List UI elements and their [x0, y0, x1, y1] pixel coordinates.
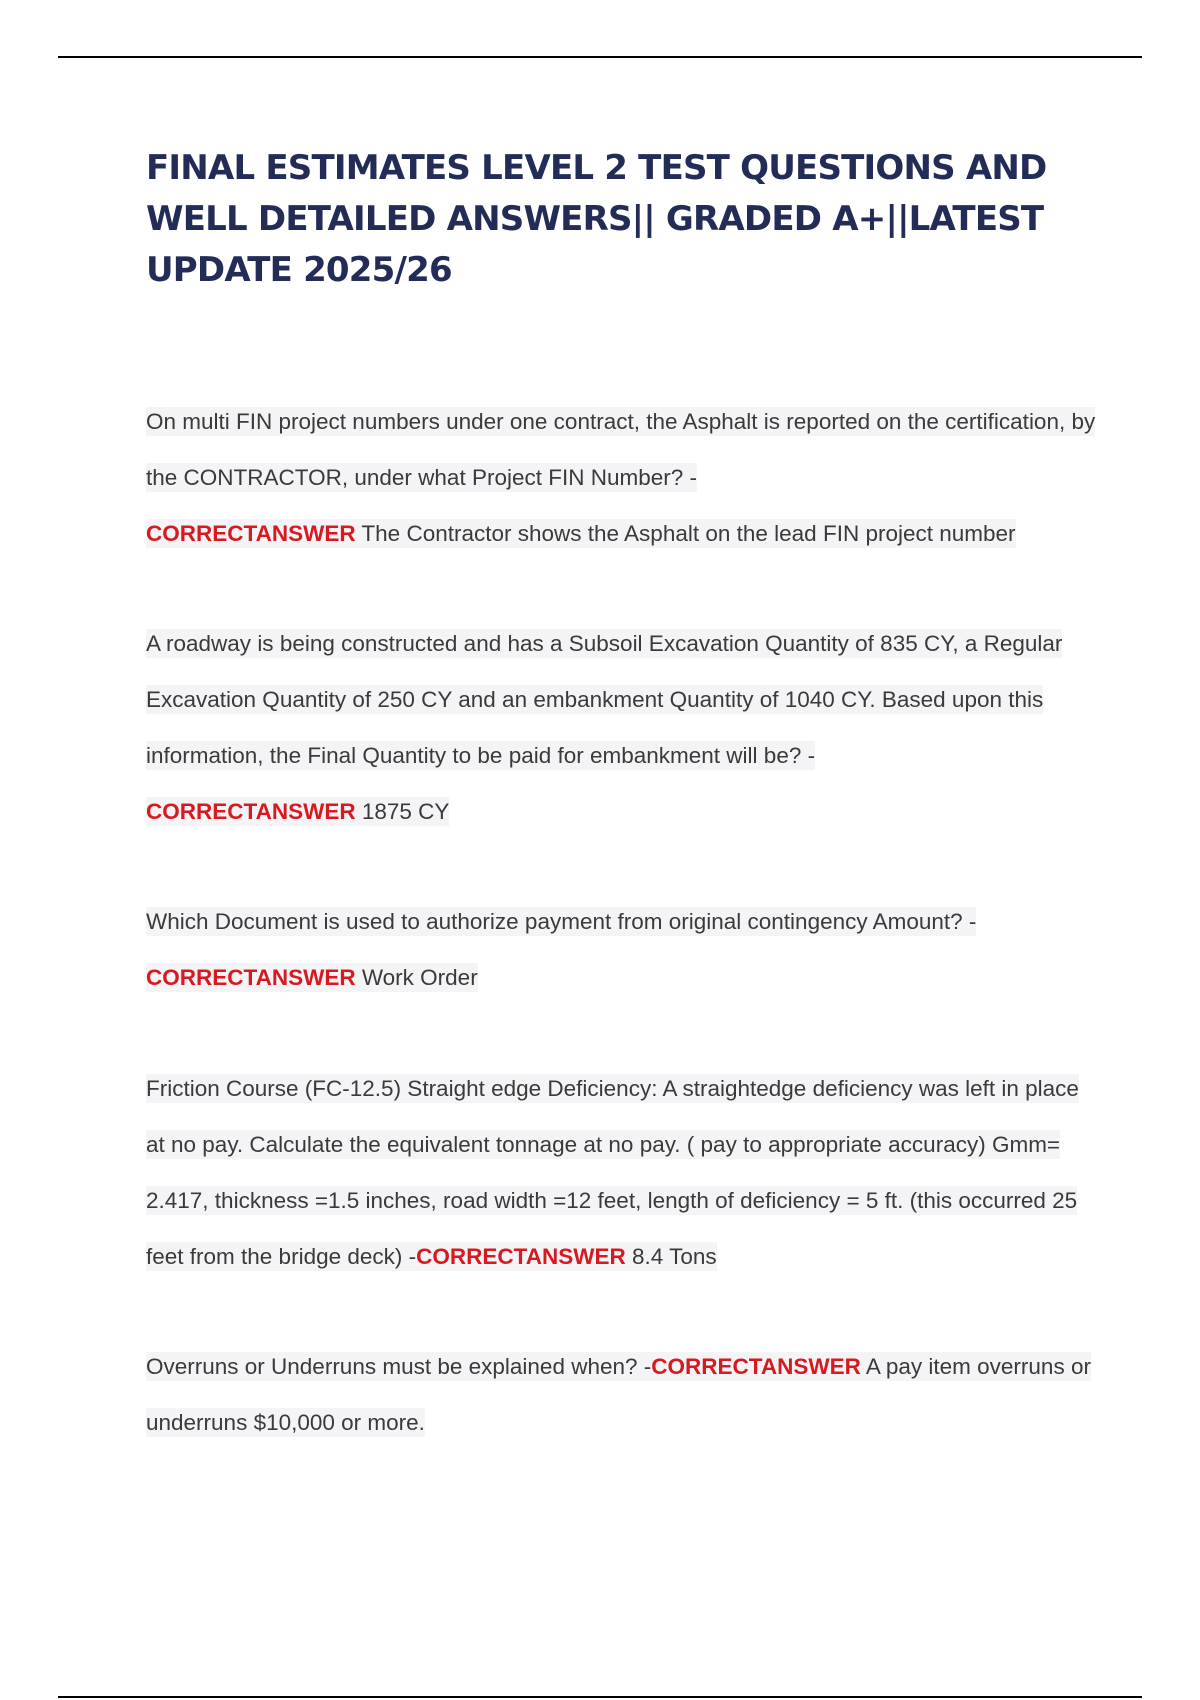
top-rule	[58, 56, 1142, 58]
answer-label: CORRECTANSWER	[146, 799, 356, 824]
qa-item-2	[146, 616, 1096, 840]
qa-item-4	[146, 1061, 1096, 1285]
qa-item-5	[146, 1339, 1096, 1451]
answer-label: CORRECTANSWER	[651, 1354, 861, 1379]
question-text: A roadway is being constructed and has a Subsoil Excavation Quantity of 835 CY, a Regular Excavation Quantity of 250 CY and an embankment Quantity of 1040 CY. Based upon this information, the Final Quantity to be paid for embankment will be? -	[146, 631, 1063, 768]
answer-text: Work Order	[355, 965, 478, 990]
question-text: On multi FIN project numbers under one contract, the Asphalt is reported on the certification, by the CONTRACTOR, under what Project FIN Number? -	[146, 409, 1096, 490]
answer-text: 8.4 Tons	[625, 1244, 717, 1269]
answer-label: CORRECTANSWER	[146, 521, 356, 546]
page-title: FINAL ESTIMATES LEVEL 2 TEST QUESTIONS AND WELL DETAILED ANSWERS|| GRADED A+||LATEST UPDATE 2025/26	[146, 148, 1047, 290]
question-text: Overruns or Underruns must be explained when? -	[146, 1354, 652, 1379]
question-text: Friction Course (FC-12.5) Straight edge Deficiency: A straightedge deficiency was left in place at no pay. Calculate the equivalent tonnage at no pay. ( pay to appropriate accuracy) Gmm= 2.417, thickness =1.5 inches, road width =12 feet, length of deficiency = 5 ft. (this occurred 25 feet from the bridge deck) -	[146, 1076, 1079, 1269]
answer-text: A pay item overruns or underruns $10,000 or more.	[146, 1354, 1091, 1435]
answer-label: CORRECTANSWER	[416, 1244, 626, 1269]
answer-label: CORRECTANSWER	[146, 965, 356, 990]
answer-text: 1875 CY	[355, 799, 450, 824]
bottom-rule	[58, 1696, 1142, 1698]
question-text: Which Document is used to authorize payment from original contingency Amount? -	[146, 909, 977, 934]
answer-text: The Contractor shows the Asphalt on the lead FIN project number	[355, 521, 1016, 546]
qa-item-3	[146, 894, 1096, 1006]
qa-item-1	[146, 394, 1096, 562]
